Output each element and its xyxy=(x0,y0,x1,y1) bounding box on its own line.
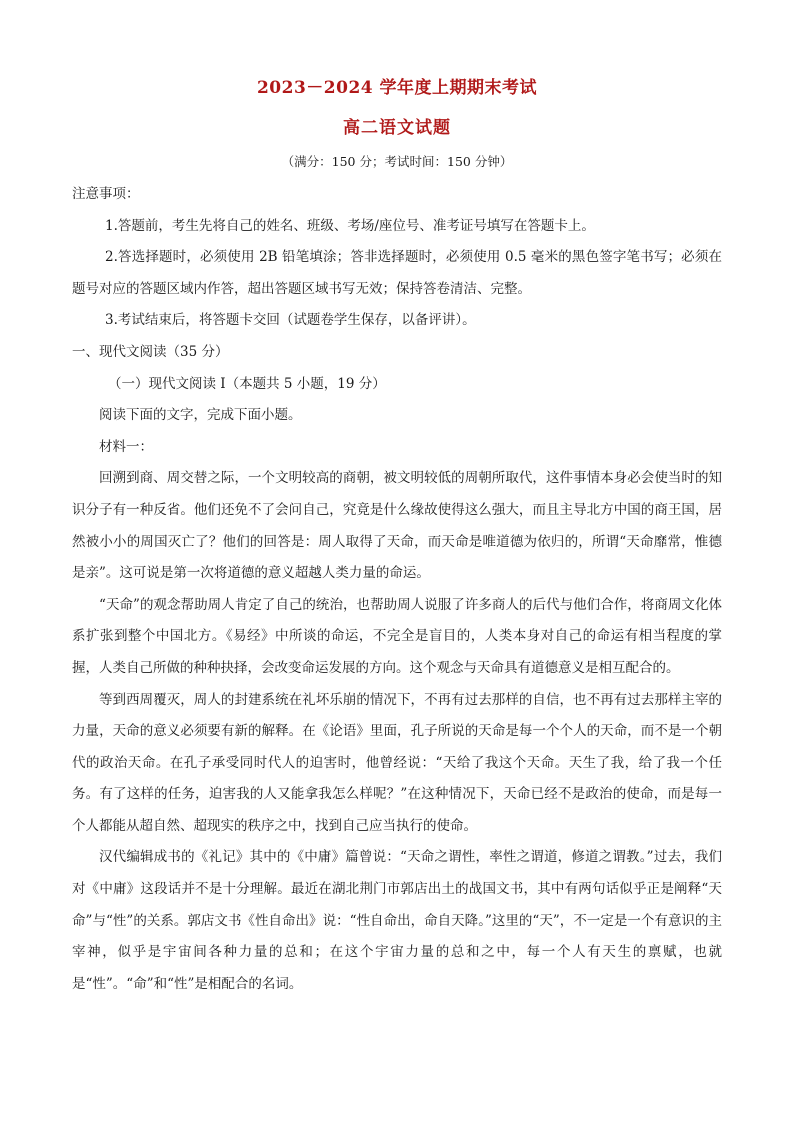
notice-item-2: 2.答选择题时，必须使用 2B 铅笔填涂；答非选择题时，必须使用 0.5 毫米的黑色签字笔书写；必须在题号对应的答题区域内作答，超出答题区域书写无效；保持答卷清洁、完整。 xyxy=(72,249,722,297)
notice-item-1: 1.答题前，考生先将自己的姓名、班级、考场/座位号、准考证号填写在答题卡上。 xyxy=(105,217,595,234)
section-heading: 一、现代文阅读（35 分） xyxy=(72,343,229,360)
section-subheading: （一）现代文阅读 I（本题共 5 小题，19 分） xyxy=(108,375,386,392)
material-label: 材料一： xyxy=(99,438,153,455)
passage-paragraph-3: 等到西周覆灭，周人的封建系统在礼坏乐崩的情况下，不再有过去那样的自信，也不再有过去那样主宰的力量，天命的意义必须要有新的解释。在《论语》里面，孔子所说的天命是每一个个人的天命，而不是一个朝代的政治天命。在孔子承受同时代人的迫害时，他曾经说：“天给了我这个天命。天生了我，给了我一个任务。有了这样的任务，迫害我的人又能拿我怎么样呢？”在这种情况下，天命已经不是政治的使命，而是每一个人都能从超自然、超现实的秩序之中，找到自己应当执行的使命。 xyxy=(72,691,722,834)
exam-subtitle: 高二语文试题 xyxy=(343,118,451,138)
reading-instruction: 阅读下面的文字，完成下面小题。 xyxy=(99,407,302,424)
passage-paragraph-4: 汉代编辑成书的《礼记》其中的《中庸》篇曾说：“天命之谓性，率性之谓道，修道之谓教。”过去，我们对《中庸》这段话并不是十分理解。最近在湖北荆门市郭店出土的战国文书，其中有两句话似乎正是阐释“天命”与“性”的关系。郭店文书《性自命出》说：“性自命出，命自天降。”这里的“天”，不一定是一个有意识的主宰神，似乎是宇宙间各种力量的总和；在这个宇宙力量的总和之中，每一个人有天生的禀赋，也就是“性”。“命”和“性”是相配合的名词。 xyxy=(72,849,722,992)
notice-item-3: 3.考试结束后，将答题卡交回（试题卷学生保存，以备评讲）。 xyxy=(105,312,476,329)
passage-paragraph-2: “天命”的观念帮助周人肯定了自己的统治，也帮助周人说服了许多商人的后代与他们合作，将商周文化体系扩张到整个中国北方。《易经》中所谈的命运，不完全是盲目的，人类本身对自己的命运有相当程度的掌握，人类自己所做的种种抉择，会改变命运发展的方向。这个观念与天命具有道德意义是相互配合的。 xyxy=(72,596,722,676)
exam-body xyxy=(72,179,722,1000)
exam-info: （满分：150 分；考试时间：150 分钟） xyxy=(281,154,513,169)
notice-heading: 注意事项： xyxy=(72,186,140,202)
exam-title: 2023－2024 学年度上期期末考试 xyxy=(256,78,538,98)
passage-paragraph-1: 回溯到商、周交替之际，一个文明较高的商朝，被文明较低的周朝所取代，这件事情本身必会使当时的知识分子有一种反省。他们还免不了会问自己，究竟是什么缘故使得这么强大，而且主导北方中国的商王国，居然被小小的周国灭亡了？他们的回答是：周人取得了天命，而天命是唯道德为依归的，所谓“天命靡常，惟德是亲”。这可说是第一次将道德的意义超越人类力量的命运。 xyxy=(72,470,722,582)
